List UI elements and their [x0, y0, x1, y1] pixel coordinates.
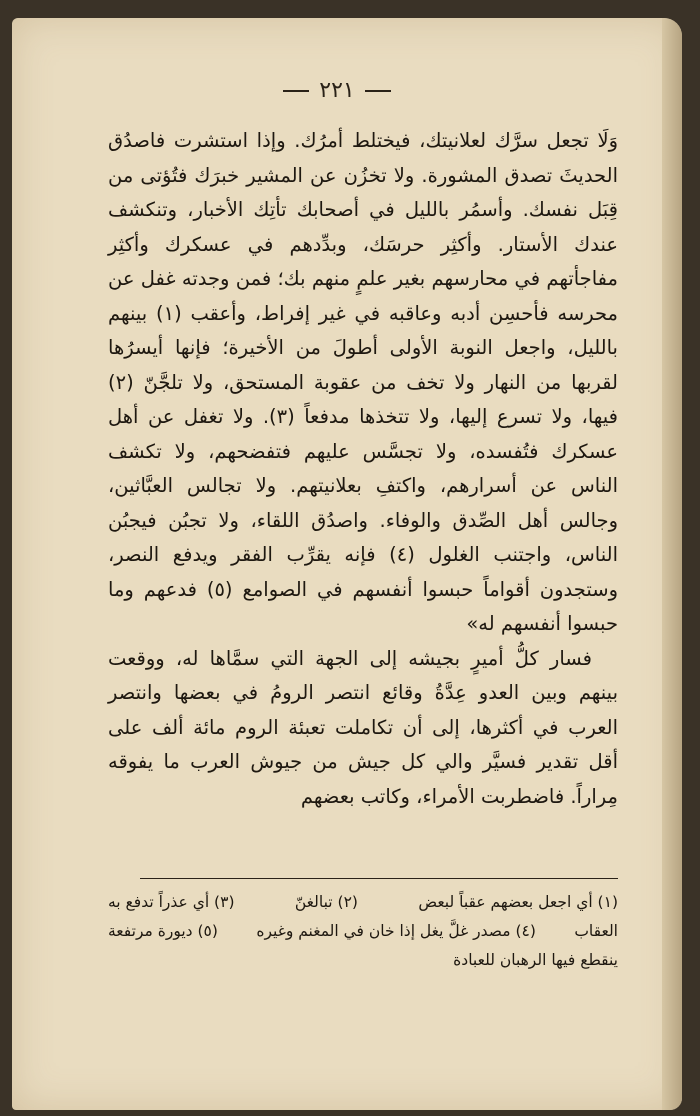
footnote-2: (٢) تبالغنّ: [294, 893, 358, 911]
book-page: [12, 18, 682, 1110]
page-number: ٢٢١: [319, 78, 355, 103]
footnote-row: [108, 917, 618, 946]
footnote-3: (٣) أي عذراً تدفع به: [108, 893, 235, 911]
footnote-3-continued: العقاب: [574, 922, 618, 940]
footnote-row: [108, 946, 618, 975]
footnote-4: (٤) مصدر غلَّ يغل إذا خان في المغنم وغيره: [256, 922, 536, 940]
footnote-5: (٥) ديورة مرتفعة: [108, 922, 218, 940]
footnote-row: [108, 888, 618, 917]
footnotes: [108, 888, 618, 975]
paragraph-2: فسار كلُّ أميرٍ بجيشه إلى الجهة التي سمَّاها له، ووقعت بينهم وبين العدو عِدَّةُ وقائع انتصر الرومُ في بعضها وانتصر العرب في أكثرها، إلى أن تكاملت تعبئة الروم مائة ألف على أقل تقدير فسيَّر والي كل جيش من جيوش العرب ما يفوقه مِراراً. فاضطربت الأمراء، وكاتب بعضهم: [108, 646, 618, 808]
footnote-5-continued: ينقطع فيها الرهبان للعبادة: [453, 951, 618, 969]
page-header: [12, 78, 662, 103]
footnote-separator: [140, 878, 618, 879]
main-text: [108, 124, 618, 814]
header-dash-right: [365, 90, 391, 92]
page-binding-edge: [662, 18, 682, 1110]
header-dash-left: [283, 90, 309, 92]
footnote-1: (١) أي اجعل بعضهم عقباً لبعض: [418, 893, 618, 911]
paragraph-1: وَلَا تجعل سرَّك لعلانيتك، فيختلط أمرُك. وإذا استشرت فاصدُق الحديثَ تصدق المشورة. ولا تخزُن عن المشير خبرَك فتُؤتى من قِبَل نفسك. وأسمُر بالليل في أصحابك تأتِك الأخبار، وتنكشف عندك الأستار. وأكثِر حرسَك، وبدِّدهم في عسكرك وأكثِر مفاجأتهم في محارسهم بغير علمٍ منهم بك؛ فمن وجدته غفل عن محرسه فأحسِن أدبه وعاقبه في غير إفراط، وأعقب (١) بينهم بالليل، واجعل النوبة الأولى أطولَ من الأخيرة؛ فإنها أيسرُها لقربها من النهار ولا تخف من عقوبة المستحق، ولا تلجَّنّ (٢) فيها، ولا تسرع إليها، ولا تتخذها مدفعاً (٣). ولا تغفل عن أهل عسكرك فتُفسده، ولا تجسَّس عليهم فتفضحهم، ولا تكشف الناس عن أسرارهم، واكتفِ بعلانيتهم. ولا تجالس العبَّاثين، وجالس أهل الصِّدق والوفاء. واصدُق اللقاء، ولا تجبُن فيجبُن الناس، واجتنب الغلول (٤) فإنه يقرِّب الفقر ويدفع النصر، وستجدون أقواماً حبسوا أنفسهم في الصوامع (٥) فدعهم وما حبسوا أنفسهم له»: [108, 129, 618, 635]
